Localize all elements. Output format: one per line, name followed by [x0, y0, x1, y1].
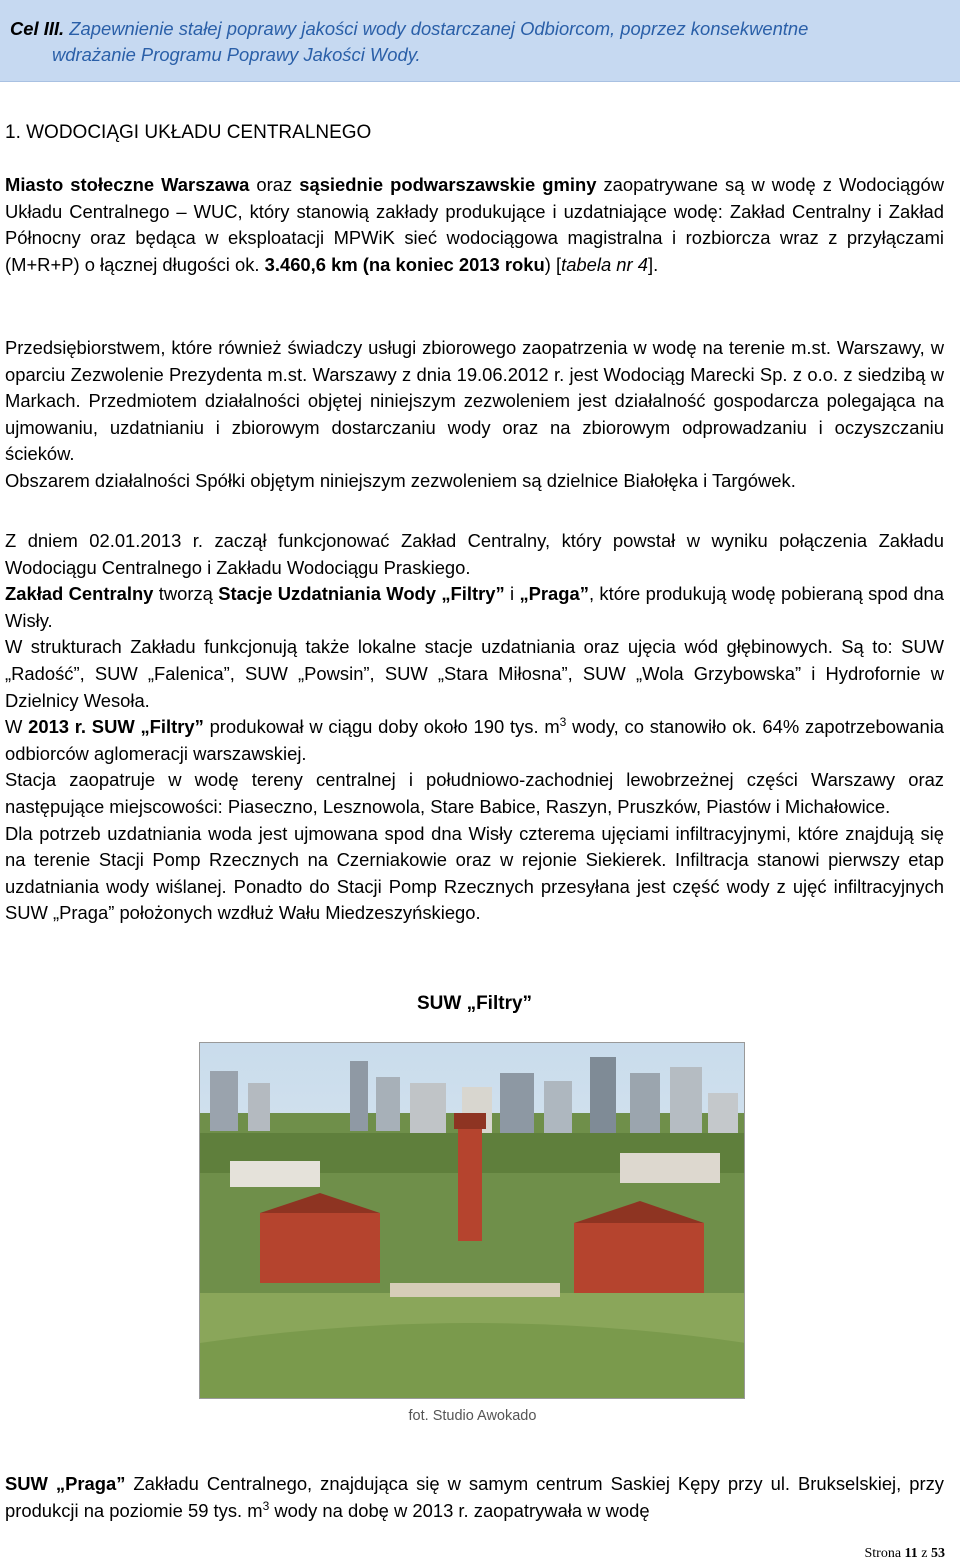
- bold-filtry: Stacje Uzdatniania Wody „Filtry”: [218, 583, 505, 605]
- goal-header-line-1: [10, 16, 950, 42]
- section-title: 1. WODOCIĄGI UKŁADU CENTRALNEGO: [5, 122, 372, 143]
- goal-text-2: wdrażanie Programu Poprawy Jakości Wody.: [52, 44, 421, 65]
- text-span: zaopatrywane są w wodę z Wodociągów Układu Centralnego – WUC, który stanowią zakłady produkujące i uzdatniające wodę: Zakład Centralny i Zakład Północny oraz będąca w eksploatacji MPWiK sieć wodociągowa magistralna i rozbiorcza wraz z przyłączami (M+R+P) o łącznej długości ok.: [5, 174, 944, 275]
- text-local-stations: W strukturach Zakładu funkcjonują także lokalne stacje uzdatniania oraz ujęcia wód głębinowych. Są to: SUW „Radość”, SUW „Falenica”, SUW „Powsin”, SUW „Stara Miłosna”, SUW „Wola Grzybowska” i Hydrofornie w Dzielnicy Wesoła.: [5, 636, 944, 711]
- text-span: tworzą: [153, 583, 219, 605]
- bold-gminy: sąsiednie podwarszawskie gminy: [299, 174, 597, 195]
- paragraph-wuc: [5, 172, 944, 278]
- footer-text: Strona: [864, 1546, 905, 1561]
- text-area: Obszarem działalności Spółki objętym niniejszym zezwoleniem są dzielnice Białołęka i Targówek.: [5, 469, 796, 491]
- aerial-photo-image: [200, 1043, 745, 1399]
- text-supply-area: Stacja zaopatruje w wodę tereny centralnej i południowo-zachodniej lewobrzeżnej części Warszawy oraz następujące miejscowości: Piaseczno, Lesznowola, Stare Babice, Raszyn, Pruszków, Piastów i Michałowice.: [5, 769, 944, 817]
- photo-suw-filtry: [199, 1042, 745, 1399]
- photo-caption: fot. Studio Awokado: [408, 1408, 537, 1424]
- text-span: , które produkują wodę pobieraną spod dna Wisły.: [5, 583, 945, 631]
- text-span: produkował w ciągu doby około 190 tys. m: [203, 716, 560, 738]
- text-zaklad-start: Z dniem 02.01.2013 r. zaczął funkcjonować Zakład Centralny, który powstał w wyniku połączenia Zakładu Wodociągu Centralnego i Zakładu Wodociągu Praskiego.: [5, 530, 944, 578]
- text-span: Zakładu Centralnego, znajdująca się w samym centrum Saskiej Kępy przy ul. Brukselskiej, przy produkcji na poziomie 59 tys. m: [5, 1473, 944, 1521]
- goal-number: Cel III.: [10, 18, 65, 39]
- superscript: 3: [559, 715, 567, 730]
- text-span: ].: [648, 253, 659, 275]
- bold-warszawa: Miasto stołeczne Warszawa: [5, 174, 250, 195]
- bold-praga: „Praga”: [519, 583, 589, 605]
- text-span: W: [5, 716, 29, 738]
- page-footer: [864, 1545, 945, 1563]
- text-span: wody, co stanowiło ok. 64% zapotrzebowania odbiorców aglomeracji warszawskiej.: [5, 716, 945, 764]
- text-marecki: Przedsiębiorstwem, które również świadczy usługi zbiorowego zaopatrzenia w wodę na terenie m.st. Warszawy, w oparciu Zezwolenie Prezydenta m.st. Warszawy z dnia 19.06.2012 r. jest Wodociąg Marecki Sp. z o.o. z siedzibą w Markach. Przedmiotem działalności objętej niniejszym zezwoleniem jest działalność gospodarcza polegająca na ujmowaniu, uzdatnianiu i zbiorowym dostarczaniu wody oraz na zbiorowym odprowadzaniu i oczyszczaniu ścieków.: [5, 337, 944, 465]
- goal-text-1: Zapewnienie stałej poprawy jakości wody dostarczanej Odbiorcom, poprzez konsekwentne: [69, 18, 809, 39]
- text-span: oraz: [249, 174, 300, 195]
- total-pages: 53: [931, 1546, 945, 1561]
- table-ref: tabela nr 4: [561, 253, 648, 275]
- bold-zaklad: Zakład Centralny: [5, 583, 154, 605]
- bold-2013-filtry: 2013 r. SUW „Filtry”: [28, 716, 204, 738]
- paragraph-praga: [5, 1471, 944, 1524]
- text-span: ) [: [544, 253, 562, 275]
- photo-title: SUW „Filtry”: [416, 993, 533, 1014]
- text-span: wody na dobę w 2013 r. zaopatrywała w wodę: [269, 1499, 650, 1521]
- text-span: i: [504, 583, 520, 605]
- goal-header: [0, 0, 960, 82]
- bold-length: 3.460,6 km (na koniec 2013 roku: [264, 253, 545, 275]
- page-number: 11: [904, 1546, 918, 1561]
- bold-suw-praga: SUW „Praga”: [5, 1473, 126, 1494]
- text-infiltration: Dla potrzeb uzdatniania woda jest ujmowana spod dna Wisły czterema ujęciami infiltracyjnymi, które znajdują się na terenie Stacji Pomp Rzecznych na Czerniakowie oraz w rejonie Siekierek. Infiltracja stanowi pierwszy etap uzdatniania wody wiślanej. Ponadto do Stacji Pomp Rzecznych przesyłana jest część wody z ujęć infiltracyjnych SUW „Praga” położonych wzdłuż Wału Miedzeszyńskiego.: [5, 822, 944, 924]
- footer-text: z: [917, 1546, 931, 1561]
- superscript: 3: [262, 1498, 270, 1513]
- paragraph-zaklad: [5, 528, 944, 927]
- paragraph-marecki: [5, 335, 944, 495]
